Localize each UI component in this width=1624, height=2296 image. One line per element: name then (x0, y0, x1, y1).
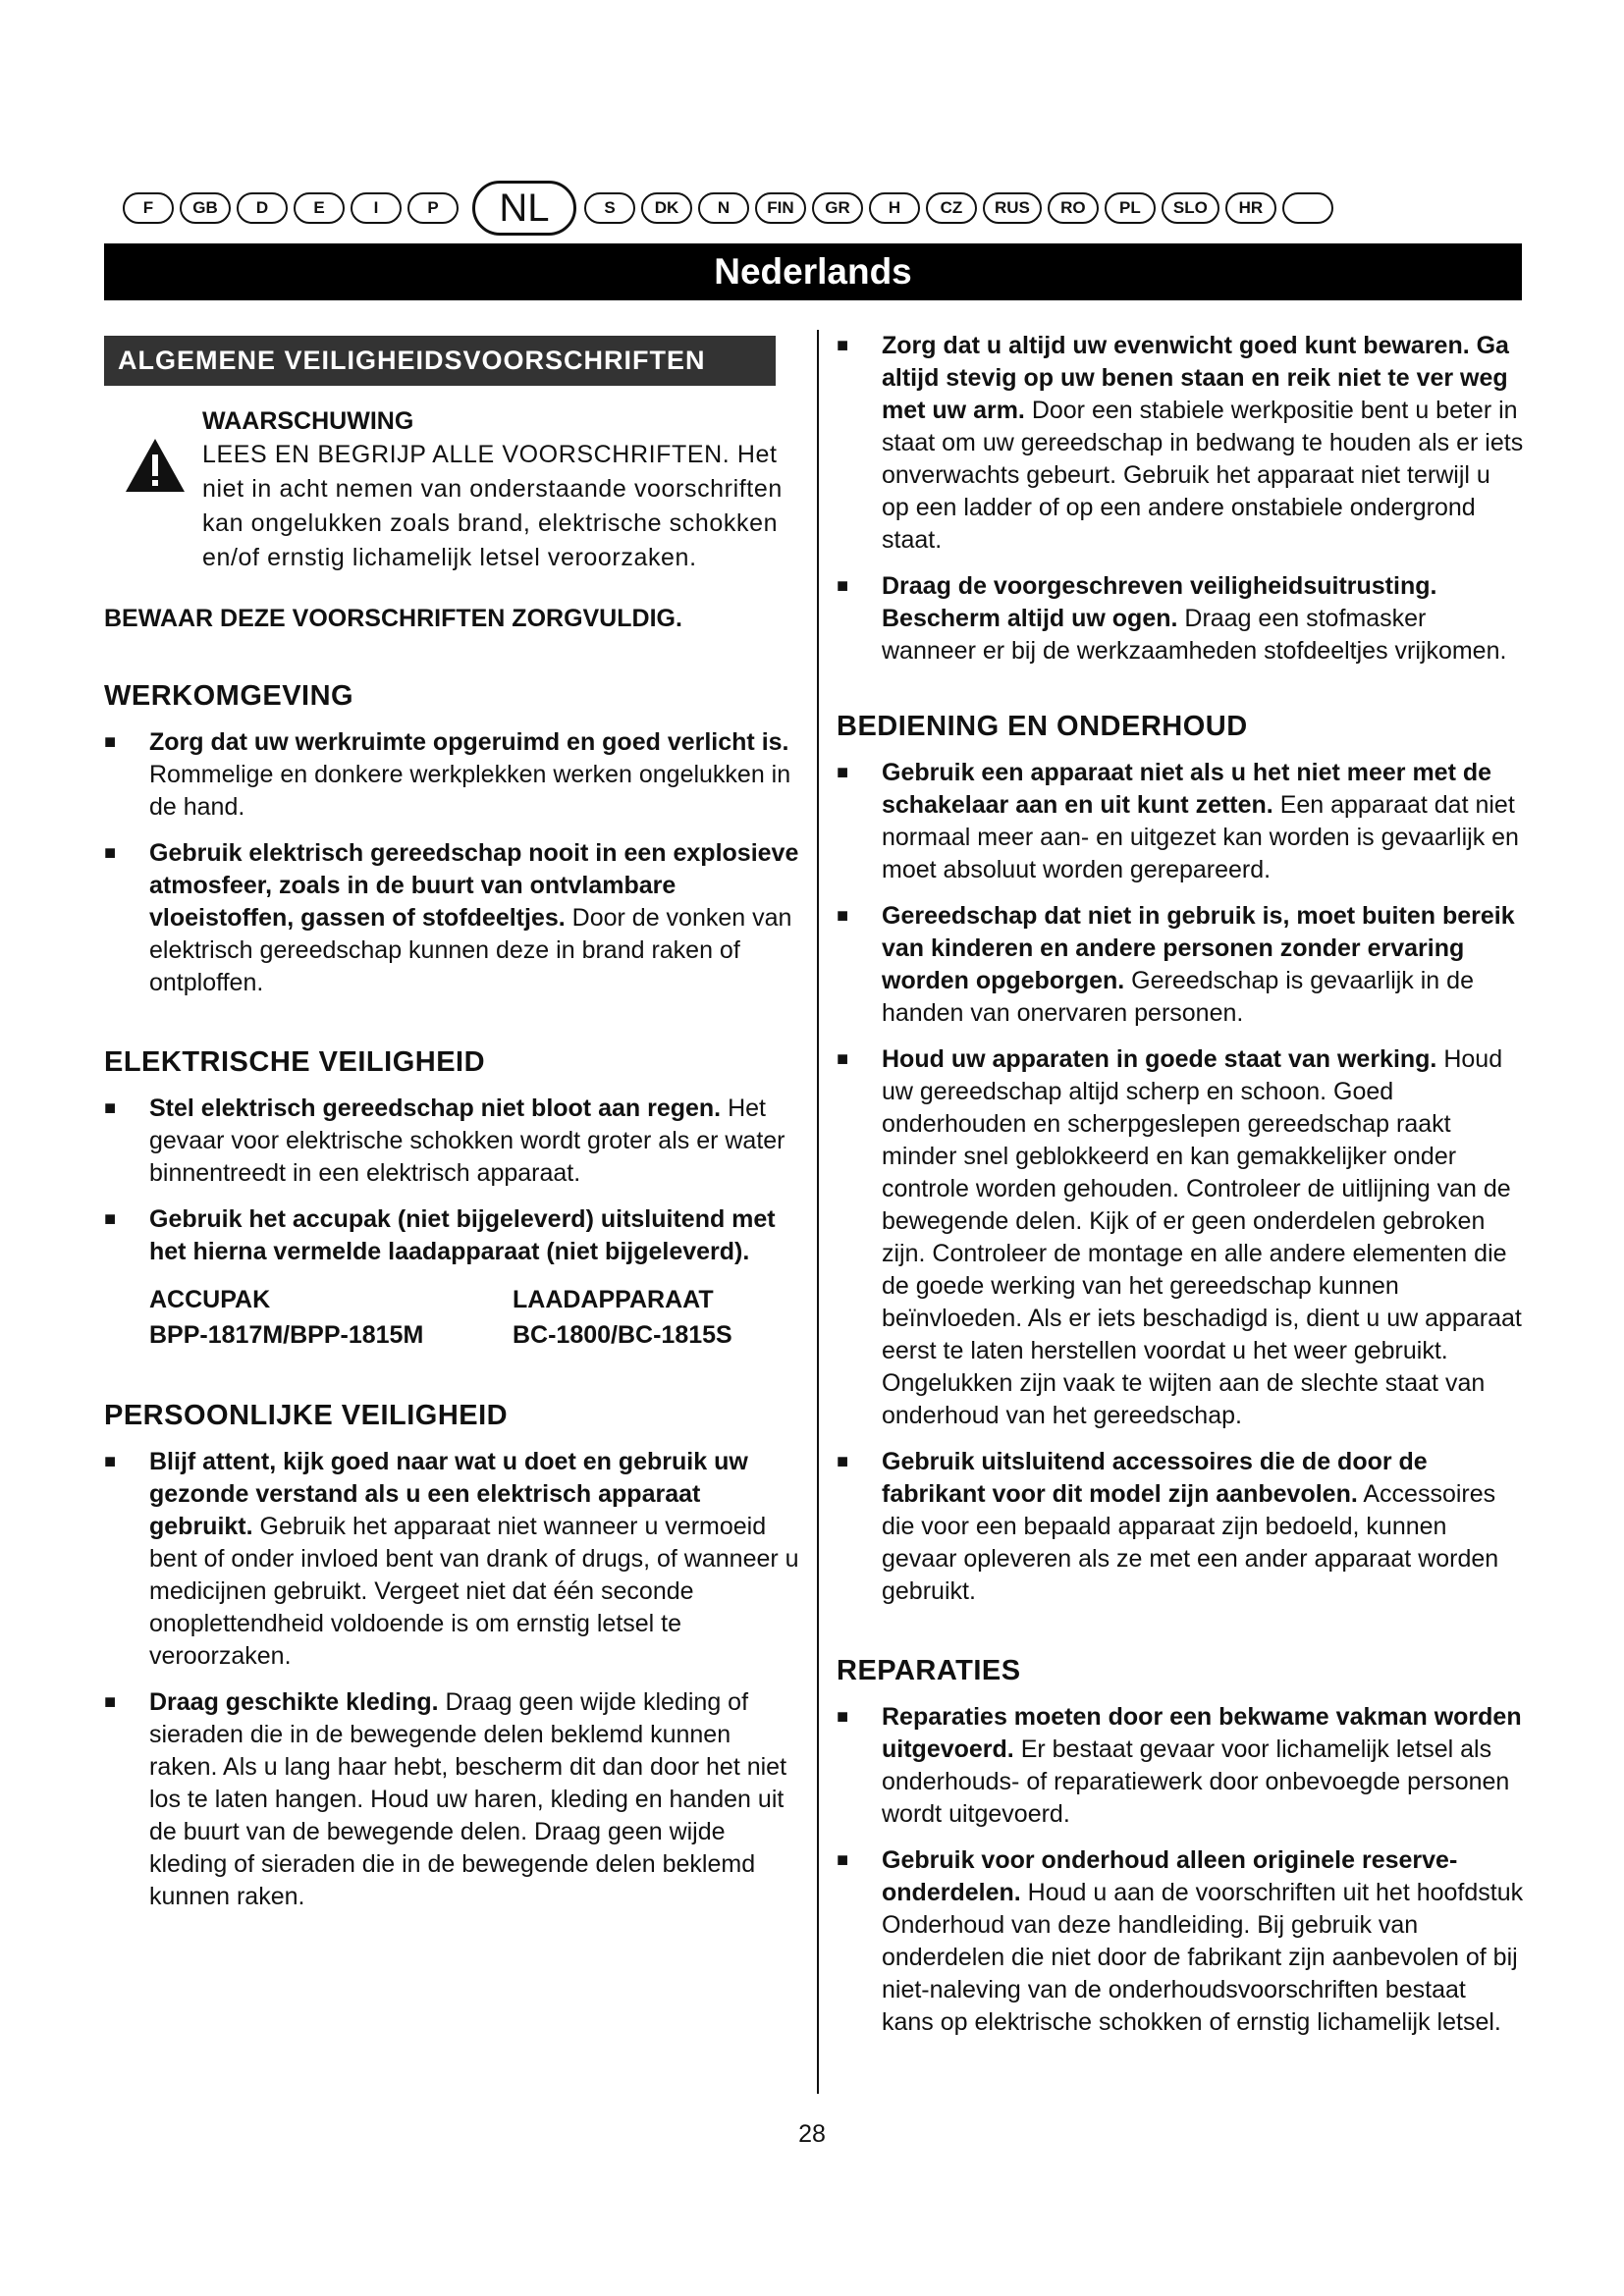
item-text: Draag een stofmasker wanneer er bij de werkzaamheden stofdeeltjes vrijkomen. (882, 605, 1507, 665)
lang-tab[interactable]: PL (1105, 192, 1156, 224)
item-text: Een apparaat dat niet normaal meer aan- en uitgezet kan worden is gevaarlijk en moet absoluut worden gerepareerd. (882, 791, 1519, 883)
item-bold-text: Gebruik elektrisch gereedschap nooit in een explosieve atmosfeer, zoals in de buurt van ontvlambare vloeistoffen, gassen of stofdeeltjes. (149, 839, 799, 932)
lang-tab[interactable]: FIN (755, 192, 806, 224)
warning-text: LEES EN BEGRIJP ALLE VOORSCHRIFTEN. Het niet in acht nemen van onderstaande voorschriften kan ongelukken zoals brand, elektrische schokken en/of ernstig lichamelijk letsel veroorzaken. (202, 441, 783, 571)
section-heading-elektrisch: ELEKTRISCHE VEILIGHEID (104, 1046, 486, 1078)
section-heading-bediening: BEDIENING EN ONDERHOUD (837, 711, 1248, 742)
bullet-icon: ■ (104, 731, 117, 753)
lang-tab[interactable]: I (351, 192, 402, 224)
item-text: Het gevaar voor elektrische schokken wordt groter als er water binnentreedt in een elektrisch apparaat. (149, 1095, 785, 1187)
lang-tab[interactable]: S (584, 192, 635, 224)
item-bold-text: Gebruik het accupak (niet bijgeleverd) uitsluitend met het hierna vermelde laadapparaat (niet bijgeleverd). (149, 1205, 776, 1265)
table-header-row (149, 1282, 803, 1317)
bullet-icon: ■ (837, 575, 849, 597)
list-item (837, 330, 1524, 557)
lang-tab[interactable]: CZ (926, 192, 977, 224)
list-item (837, 1043, 1524, 1432)
lang-tab[interactable]: RUS (983, 192, 1042, 224)
bullet-icon: ■ (104, 1691, 117, 1713)
bullet-icon: ■ (837, 905, 849, 927)
section-heading-reparaties: REPARATIES (837, 1655, 1021, 1686)
list-item (837, 1446, 1524, 1608)
table-cell: BC-1800/BC-1815S (513, 1321, 732, 1349)
language-banner: Nederlands (104, 243, 1522, 300)
warning-block (104, 407, 803, 575)
lang-tab[interactable] (1282, 192, 1333, 224)
left-column (104, 330, 803, 1927)
item-text: Er bestaat gevaar voor lichamelijk letsel als onderhouds- of reparatiewerk door onbevoegde personen wordt uitgevoerd. (882, 1735, 1510, 1828)
table-header-cell: LAADAPPARAAT (513, 1286, 714, 1313)
lang-tab[interactable]: E (294, 192, 345, 224)
table-header-cell: ACCUPAK (149, 1286, 271, 1313)
item-bold-text: Gebruik voor onderhoud alleen originele reserve-onderdelen. (882, 1846, 1458, 1906)
list-item (104, 1686, 803, 1913)
lang-tab[interactable]: P (407, 192, 459, 224)
bullet-icon: ■ (837, 762, 849, 783)
item-text: Houd uw gereedschap altijd scherp en schoon. Goed onderhouden en scherpgeslepen gereedschap raakt minder snel geblokkeerd en kan gemakkelijker onder controle worden gehouden. Controleer de uitlijning van de bewegende delen. Kijk of er geen onderdelen gebroken zijn. Controleer de montage en alle andere elementen die de goede werking van het gereedschap kunnen beïnvloeden. Als er iets beschadigd is, dient u uw apparaat eerst te laten herstellen voordat u het weer gebruikt. Ongelukken zijn vaak te wijten aan de slechte staat van onderhoud van het gereedschap. (882, 1045, 1522, 1429)
lang-tab[interactable]: RO (1048, 192, 1099, 224)
lang-tab[interactable]: GB (180, 192, 231, 224)
section-heading-persoonlijk: PERSOONLIJKE VEILIGHEID (104, 1400, 509, 1431)
page-number: 28 (798, 2120, 826, 2148)
item-bold-text: Zorg dat uw werkruimte opgeruimd en goed verlicht is. (149, 728, 789, 756)
lang-tab[interactable]: DK (641, 192, 692, 224)
bullet-icon: ■ (837, 1849, 849, 1871)
item-bold-text: Gereedschap dat niet in gebruik is, moet buiten bereik van kinderen en andere personen zonder ervaring worden opgeborgen. (882, 902, 1515, 994)
column-divider (817, 330, 819, 2094)
bullet-icon: ■ (104, 842, 117, 864)
item-text: Draag geen wijde kleding of sieraden die in de bewegende delen beklemd kunnen raken. Als u lang haar hebt, bescherm dit dan door het niet los te laten hangen. Houd uw haren, kleding en handen uit de buurt van de bewegende delen. Draag geen wijde kleding of sieraden die in de bewegende delen beklemd kunnen raken. (149, 1688, 787, 1910)
bullet-icon: ■ (104, 1451, 117, 1472)
list-item (104, 726, 803, 824)
lang-tab[interactable]: HR (1225, 192, 1276, 224)
list-item (837, 1701, 1524, 1831)
lang-tab[interactable]: N (698, 192, 749, 224)
warning-triangle-icon (124, 437, 187, 494)
general-safety-heading: ALGEMENE VEILIGHEIDSVOORSCHRIFTEN (104, 336, 776, 386)
lang-tab[interactable]: H (869, 192, 920, 224)
item-text: Door de vonken van elektrisch gereedschap kunnen deze in brand raken of ontploffen. (149, 904, 792, 996)
item-text: Door een stabiele werkpositie bent u beter in staat om uw gereedschap in bedwang te houden als er iets onverwachts gebeurt. Gebruik het apparaat niet terwijl u op een ladder of op een andere onstabiele ondergrond staat. (882, 397, 1524, 554)
table-row (149, 1317, 803, 1353)
item-bold-text: Stel elektrisch gereedschap niet bloot aan regen. (149, 1095, 722, 1122)
section-heading-werkomgeving: WERKOMGEVING (104, 680, 354, 712)
keep-instructions-text: BEWAAR DEZE VOORSCHRIFTEN ZORGVULDIG. (104, 605, 682, 632)
lang-tab[interactable]: SLO (1162, 192, 1219, 224)
list-item (104, 1203, 803, 1268)
language-tabs (123, 183, 1339, 234)
item-bold-text: Houd uw apparaten in goede staat van werking. (882, 1045, 1437, 1073)
item-text: Accessoires die voor een bepaald apparaat zijn bedoeld, kunnen gevaar opleveren als ze met een ander apparaat worden gebruikt. (882, 1480, 1499, 1605)
item-bold-text: Reparaties moeten door een bekwame vakman worden uitgevoerd. (882, 1703, 1522, 1763)
list-item (104, 837, 803, 999)
list-item (837, 900, 1524, 1030)
lang-tab-active[interactable]: NL (472, 181, 576, 236)
warning-title: WAARSCHUWING (202, 407, 414, 435)
list-item (837, 1844, 1524, 2039)
item-bold-text: Gebruik uitsluitend accessoires die de door de fabrikant voor dit model zijn aanbevolen. (882, 1448, 1428, 1508)
table-cell: BPP-1817M/BPP-1815M (149, 1321, 424, 1349)
bullet-icon: ■ (837, 1048, 849, 1070)
lang-tab[interactable]: D (237, 192, 288, 224)
item-bold-text: Blijf attent, kijk goed naar wat u doet en gebruik uw gezonde verstand als u een elektrisch apparaat gebruikt. (149, 1448, 748, 1540)
list-item (104, 1446, 803, 1673)
item-bold-text: Draag geschikte kleding. (149, 1688, 439, 1716)
item-bold-text: Gebruik een apparaat niet als u het niet meer met de schakelaar aan en uit kunt zetten. (882, 759, 1492, 819)
list-item (837, 757, 1524, 886)
bullet-icon: ■ (104, 1097, 117, 1119)
bullet-icon: ■ (837, 335, 849, 356)
item-text: Gebruik het apparaat niet wanneer u vermoeid bent of onder invloed bent van drank of drugs, of wanneer u medicijnen gebruikt. Vergeet niet dat één seconde onoplettendheid voldoende is om ernstig letsel te veroorzaken. (149, 1513, 799, 1670)
list-item (104, 1093, 803, 1190)
lang-tab[interactable]: F (123, 192, 174, 224)
right-column (837, 330, 1524, 2053)
item-text: Rommelige en donkere werkplekken werken ongelukken in de hand. (149, 761, 791, 821)
bullet-icon: ■ (837, 1451, 849, 1472)
bullet-icon: ■ (837, 1706, 849, 1728)
item-text: Gereedschap is gevaarlijk in de handen van onervaren personen. (882, 967, 1474, 1027)
item-bold-text: Zorg dat u altijd uw evenwicht goed kunt bewaren. Ga altijd stevig op uw benen staan en reik niet te ver weg met uw arm. (882, 332, 1509, 424)
lang-tab[interactable]: GR (812, 192, 863, 224)
item-bold-text: Draag de voorgeschreven veiligheidsuitrusting. Bescherm altijd uw ogen. (882, 572, 1437, 632)
bullet-icon: ■ (104, 1208, 117, 1230)
item-text: Houd u aan de voorschriften uit het hoofdstuk Onderhoud van deze handleiding. Bij gebruik van onderdelen die niet door de fabrikant zijn aanbevolen of bij niet-naleving van de onderhoudsvoorschriften bestaat kans op elektrische schokken of ernstig lichamelijk letsel. (882, 1879, 1524, 2036)
list-item (837, 570, 1524, 667)
battery-charger-table (104, 1282, 803, 1353)
